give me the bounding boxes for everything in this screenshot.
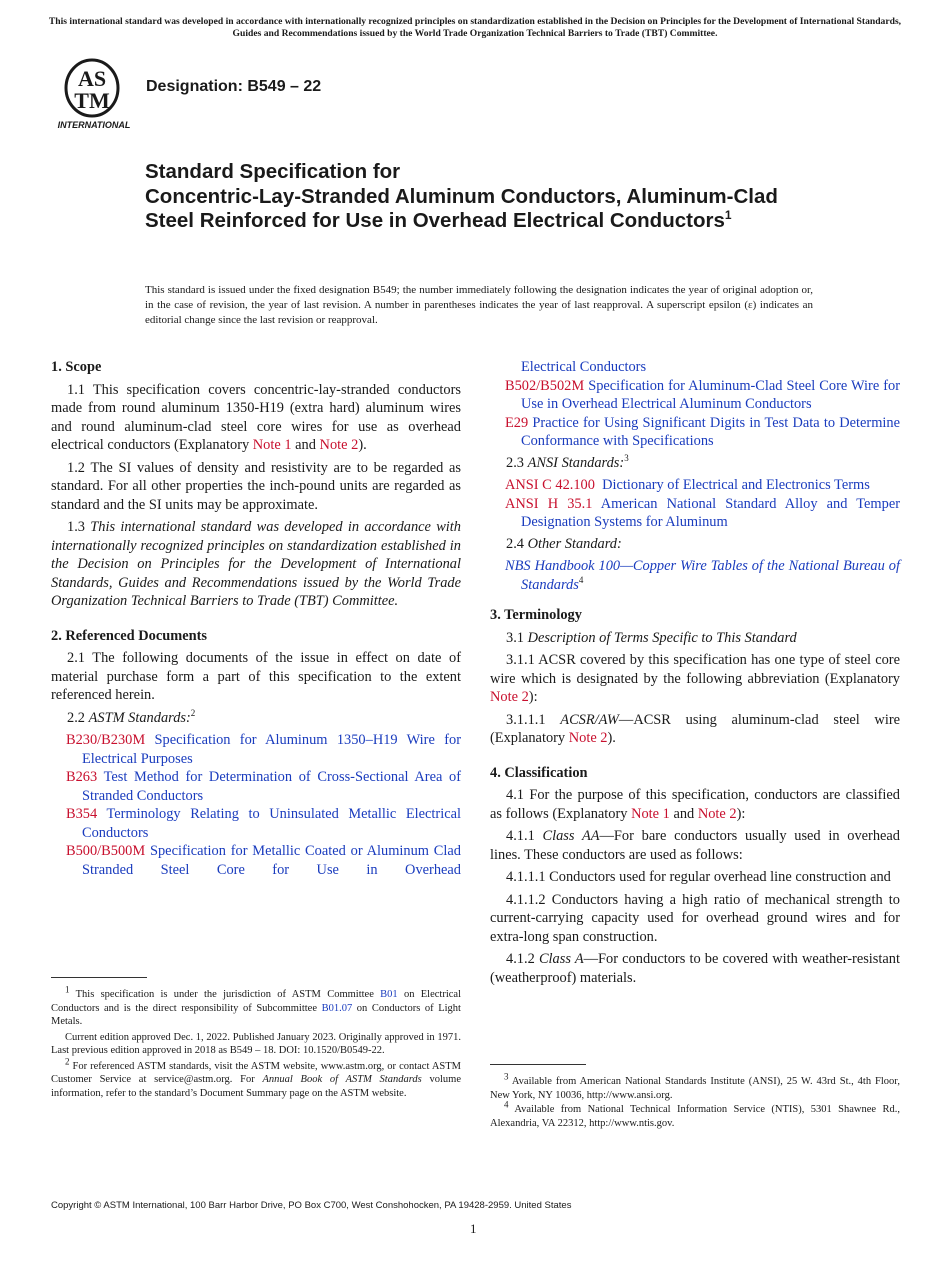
note-2-link[interactable]: Note 2	[568, 730, 608, 746]
classification-paragraph-3: 4.1.1.1 Conductors used for regular overhead line construction and	[506, 869, 891, 885]
right-column	[490, 358, 900, 991]
reference-item[interactable]: E29 Practice for Using Significant Digits in Test Data to Determine Conformance with Specifications	[505, 414, 900, 449]
astm-standards-label: 2.2 ASTM Standards:$^2$	[67, 707, 196, 726]
note-2-link[interactable]: Note 2	[490, 689, 529, 705]
reference-item[interactable]: ANSI H 35.1 American National Standard Alloy and Temper Designation Systems for Aluminum	[505, 495, 901, 530]
footnote-1-edition: Current edition approved Dec. 1, 2022. Published January 2023. Originally approved in 1971. Last previous edition approved in 2018 as B549 – 18. DOI: 10.1520/B0549-22.	[51, 1031, 461, 1056]
classification-paragraph-1: 4.1 For the purpose of this specification, conductors are classified as follows (Explanatory Note 1 and Note 2):	[490, 787, 900, 822]
scope-paragraph-1: 1.1 This specification covers concentric-lay-stranded conductors made from round aluminum 1350-H19 (extra hard) aluminum wires and round aluminum-clad steel core wires for use as overhead electrical conductors (Explanatory Note 1 and Note 2).	[51, 381, 461, 453]
terminology-paragraph-1: 3.1 Description of Terms Specific to This Standard	[506, 629, 797, 646]
title-main-text: Concentric-Lay-Stranded Aluminum Conductors, Aluminum-Clad Steel Reinforced for Use in Overhead Electrical Conductors	[145, 184, 778, 232]
note-2-link[interactable]: Note 2	[319, 437, 359, 453]
reference-item-continued[interactable]: Electrical Conductors	[521, 359, 647, 375]
note-2-link[interactable]: Note 2	[697, 805, 737, 822]
note-1-link[interactable]: Note 1	[631, 805, 670, 822]
subcommittee-b0107-link[interactable]: B01.07	[321, 1002, 353, 1014]
astm-logo	[52, 58, 136, 132]
footnotes-right	[490, 1064, 900, 1130]
copyright-line: Copyright © ASTM International, 100 Barr Harbor Drive, PO Box C700, West Conshohocken, PA 19428-2959. United States	[51, 1200, 572, 1211]
other-standard-label: 2.4 Other Standard:	[506, 535, 622, 552]
footnote-2: $^2$ For referenced ASTM standards, visit the ASTM website, www.astm.org, or contact ASTM Customer Service at service@astm.org. For Annual Book of ASTM Standards volume information, refer to the standard’s Document Summary page on the ASTM website.	[51, 1056, 461, 1099]
left-column	[51, 358, 461, 879]
reference-item[interactable]: B500/B500M Specification for Metallic Coated or Aluminum Clad Stranded Steel Core for Use in Overhead	[66, 843, 461, 878]
reference-item[interactable]: B263 Test Method for Determination of Cross-Sectional Area of Stranded Conductors	[66, 769, 462, 804]
terminology-paragraph-2: 3.1.1 ACSR covered by this specification has one type of steel core wire which is designated by the following abbreviation (Explanatory Note 2):	[490, 652, 900, 705]
designation: Designation: B549 – 22	[146, 78, 322, 95]
footnotes-left	[51, 977, 461, 1100]
title-main	[145, 185, 825, 234]
section-1-heading: 1. Scope	[51, 359, 102, 375]
terminology-paragraph-3: 3.1.1.1 ACSR/AW—ACSR using aluminum-clad steel wire (Explanatory Note 2).	[490, 711, 901, 746]
classification-paragraph-4: 4.1.1.2 Conductors having a high ratio of mechanical strength to current-carrying capacity used for overhead ground wires and for extra-long span construction.	[490, 891, 900, 945]
scope-paragraph-3: 1.3 This international standard was developed in accordance with internationally recognized principles on standardization established in the Decision on Principles for the Development of International Standards, Guides and Recommendations issued by the World Trade Organization Technical Barriers to Trade (TBT) Committee.	[51, 519, 461, 609]
logo-tm-text: TM	[74, 88, 110, 113]
intro-paragraph: This standard is issued under the fixed designation B549; the number immediately following the designation indicates the year of original adoption or, in the case of revision, the year of last revision. A number in parentheses indicates the year of last reapproval. A superscript epsilon (ε) indicates an editorial change since the last revision or reapproval.	[145, 284, 813, 326]
astm-logo-graphic	[52, 58, 136, 132]
title-line-1: Standard Specification for	[145, 160, 401, 183]
section-3-heading: 3. Terminology	[490, 607, 582, 623]
logo-international-text: INTERNATIONAL	[57, 120, 131, 130]
classification-paragraph-5: 4.1.2 Class A—For conductors to be covered with weather-resistant (weatherproof) materials.	[490, 951, 900, 986]
footnote-1: $^1$ This specification is under the jurisdiction of ASTM Committee B01 on Electrical Conductors and is the direct responsibility of Subcommittee B01.07 on Conductors of Light Metals.	[51, 984, 461, 1027]
footnote-rule	[51, 977, 147, 978]
ansi-standards-label: 2.3 ANSI Standards:$^3$	[506, 452, 629, 471]
scope-paragraph-2: 1.2 The SI values of density and resistivity are to be regarded as standard. For all other properties the inch-pound units are regarded as standard and the SI units may be approximate.	[51, 459, 461, 513]
title-footnote-mark: 1	[724, 208, 732, 223]
page-number: 1	[470, 1221, 477, 1236]
footnote-3: $^3$ Available from American National Standards Institute (ANSI), 25 W. 43rd St., 4th Floor, New York, NY 10036, http://www.ansi.org.	[490, 1071, 900, 1101]
section-4-heading: 4. Classification	[490, 764, 588, 781]
reference-item[interactable]: ANSI C 42.100 Dictionary of Electrical and Electronics Terms	[505, 477, 870, 493]
note-1-link[interactable]: Note 1	[252, 437, 292, 453]
footnote-rule	[490, 1064, 586, 1065]
footnote-4: $^4$ Available from National Technical Information Service (NTIS), 5301 Shawnee Rd., Alexandria, VA 22312, http://www.ntis.gov.	[490, 1099, 900, 1129]
standards-notice: This international standard was developed in accordance with internationally recognized principles on standardization established in the Decision on Principles for the Development of International Standards, Guides and Recommendations issued by the World Trade Organization Technical Barriers to Trade (TBT) Committee.	[48, 16, 902, 39]
section-2-heading: 2. Referenced Documents	[51, 627, 207, 644]
reference-item[interactable]: B502/B502M Specification for Aluminum-Clad Steel Core Wire for Use in Overhead Electrical Aluminum Conductors	[505, 377, 900, 412]
reference-item[interactable]: B230/B230M Specification for Aluminum 1350–H19 Wire for Electrical Purposes	[66, 732, 461, 767]
classification-paragraph-2: 4.1.1 Class AA—For bare conductors usually used in overhead lines. These conductors are used as follows:	[490, 828, 900, 863]
committee-b01-link[interactable]: B01	[380, 989, 398, 1000]
reference-item[interactable]: NBS Handbook 100—Copper Wire Tables of the National Bureau of Standards$^4$	[505, 558, 900, 593]
document-title	[145, 160, 825, 234]
refdocs-paragraph-1: 2.1 The following documents of the issue in effect on date of material purchase form a part of this specification to the extent referenced herein.	[51, 650, 461, 703]
reference-item[interactable]: B354 Terminology Relating to Uninsulated Metallic Electrical Conductors	[66, 806, 461, 841]
logo-as-text: AS	[77, 66, 107, 91]
